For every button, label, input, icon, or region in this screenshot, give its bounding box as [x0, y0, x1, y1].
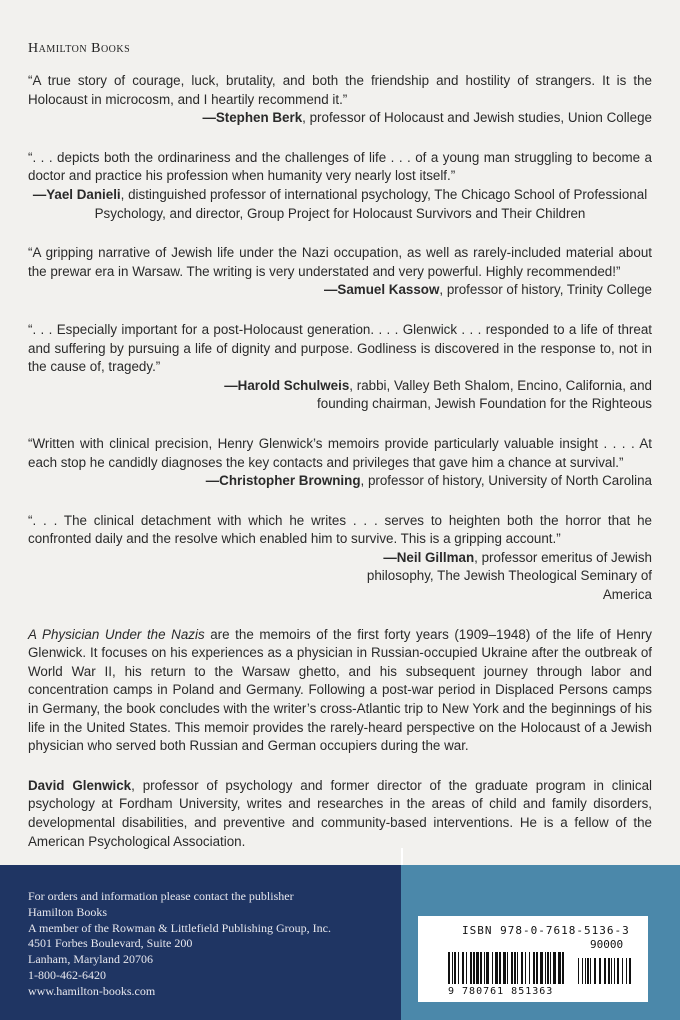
blurb-author-title: , professor of history, Trinity College	[439, 282, 652, 298]
barcode-bar	[495, 952, 498, 984]
contact-panel	[0, 865, 401, 1020]
price-bar	[626, 958, 627, 984]
price-bar	[599, 958, 601, 984]
blurb-attribution	[28, 377, 652, 414]
price-bar	[622, 958, 623, 984]
author-bio-text: , professor of psychology and former director of the graduate program in clinical psychology at Fordham University, writes and researches in the areas of child and family disorders, developmental disabilities, and preventive and community-based interventions. He is a fellow of the American Psychological Association.	[28, 777, 652, 849]
barcode-bar	[545, 952, 546, 984]
barcode-bar	[558, 952, 561, 984]
price-bar	[578, 958, 579, 984]
blurb-quote: “. . . depicts both the ordinariness and the challenges of life . . . of a young man struggling to become a doctor and practice his profession when humanity very nearly lost itself.”	[28, 149, 652, 184]
price-bar	[611, 958, 612, 984]
blurb-attribution	[28, 472, 652, 491]
blurb-author: —Christopher Browning	[205, 473, 361, 489]
author-bio	[28, 777, 652, 851]
blurb-schulweis	[28, 321, 652, 414]
blurb-attribution	[28, 281, 652, 300]
barcode-bar	[448, 952, 450, 984]
barcode-bar	[480, 952, 482, 984]
barcode-bar	[452, 952, 453, 984]
blurb-quote: “A true story of courage, luck, brutality, and both the friendship and hostility of strangers. It is the Holocaust in microcosm, and I heartily recommend it.”	[28, 73, 652, 107]
barcode-bar	[492, 952, 493, 984]
contact-address: 4501 Forbes Boulevard, Suite 200	[28, 936, 193, 951]
barcode	[418, 916, 648, 1002]
barcode-bar	[536, 952, 538, 984]
barcode-bar	[458, 952, 459, 984]
blurb-author: —Neil Gillman	[383, 549, 475, 565]
isbn-text: ISBN 978-0-7618-5136-3	[462, 924, 630, 937]
price-bar	[617, 958, 619, 984]
contact-city: Lanham, Maryland 20706	[28, 952, 153, 967]
blurb-author-title: , professor of Holocaust and Jewish studies, Union College	[302, 110, 652, 126]
blurb-author-title: , distinguished professor of international psychology, The Chicago School of Professional Psychology, and director, Group Project for Holocaust Survivors and Their Children	[94, 186, 648, 221]
contact-phone: 1-800-462-6420	[28, 967, 106, 982]
barcode-bar	[553, 952, 556, 984]
barcode-bar	[514, 952, 516, 984]
barcode-bar	[529, 952, 530, 984]
blurb-quote: “. . . Especially important for a post-Holocaust generation. . . . Glenwick . . . responded to a life of threat and suffering by pursuing a life of dignity and purpose. Godliness is discovered in the response to, not in the cause of, tragedy.”	[28, 321, 652, 375]
price-bar	[594, 958, 596, 984]
price-bar	[629, 958, 631, 984]
publisher-name: Hamilton Books	[28, 41, 131, 56]
description-text: are the memoirs of the first forty years (1909–1948) of the life of Henry Glenwick. It focuses on his experiences as a physician in Russian-occupied Ukraine after the outbreak of World War II, his return to the Warsaw ghetto, and his subsequent journey through labor and concentration camps in Poland and Germany. Following a post-war period in Displaced Persons camps in Germany, the book concludes with the writer’s cross-Atlantic trip to New York and the beginnings of his life in the United States. This memoir provides the rarely-heard perspective on the Holocaust of a Jewish physician who served both Russian and German occupiers during the war.	[28, 626, 652, 754]
barcode-bar	[473, 952, 475, 984]
blurb-author: —Samuel Kassow	[324, 282, 440, 298]
price-bar	[585, 958, 586, 984]
book-description	[28, 626, 652, 756]
back-cover-text	[28, 72, 652, 851]
barcode-bar	[466, 952, 467, 984]
barcode-bar	[511, 952, 513, 984]
price-bar	[590, 958, 591, 984]
blurb-quote: “. . . The clinical detachment with which he writes . . . serves to heighten both the horror that he confronted daily and the resolve which enabled him to survive. This is a gripping account.”	[28, 512, 652, 547]
blurb-browning	[28, 435, 652, 491]
contact-info	[28, 889, 331, 1000]
blurb-attribution	[28, 186, 652, 223]
barcode-bar	[484, 952, 485, 984]
price-bar	[614, 958, 615, 984]
price-bar	[608, 958, 610, 984]
barcode-bar	[470, 952, 472, 984]
contact-line: For orders and information please contact the publisher	[28, 889, 294, 903]
barcode-bar	[499, 952, 501, 984]
blurb-attribution	[28, 109, 652, 128]
blurb-author: —Stephen Berk	[202, 110, 303, 126]
book-title: A Physician Under the Nazis	[28, 626, 205, 642]
barcode-bar	[533, 952, 535, 984]
barcode-bars	[448, 952, 633, 986]
price-bar	[604, 958, 606, 984]
barcode-bar	[486, 952, 489, 984]
contact-line: Hamilton Books	[28, 904, 108, 919]
barcode-bar	[454, 952, 456, 984]
blurb-quote: “Written with clinical precision, Henry Glenwick’s memoirs provide particularly valuable insight . . . . At each stop he candidly diagnoses the key contacts and privileges that gave him a chance at survival.”	[28, 435, 652, 470]
blurb-berk	[28, 72, 652, 128]
ean-digits: 9 780761 851363	[448, 986, 554, 997]
blurb-author-title: , professor of history, University of North Carolina	[360, 473, 652, 489]
blurb-quote: “A gripping narrative of Jewish life under the Nazi occupation, as well as rarely-included material about the prewar era in Warsaw. The writing is very understated and very powerful. Highly recommended!”	[28, 245, 652, 279]
contact-line: A member of the Rowman & Littlefield Publishing Group, Inc.	[28, 920, 331, 935]
barcode-bar	[507, 952, 508, 984]
barcode-bar	[547, 952, 549, 984]
panel-divider	[401, 848, 403, 865]
barcode-bar	[540, 952, 543, 984]
blurb-gillman	[28, 512, 652, 605]
price-bar	[582, 958, 583, 984]
barcode-bar	[462, 952, 464, 984]
barcode-bar	[521, 952, 523, 984]
blurb-danieli	[28, 149, 652, 223]
blurb-author: —Harold Schulweis	[224, 377, 350, 393]
blurb-author-title: , rabbi, Valley Beth Shalom, Encino, California, and founding chairman, Jewish Foundation for the Righteous	[317, 377, 652, 412]
price-code: 90000	[590, 938, 624, 951]
barcode-bar	[517, 952, 518, 984]
barcode-bar	[550, 952, 551, 984]
barcode-bar	[476, 952, 479, 984]
barcode-bar	[525, 952, 526, 984]
contact-website: www.hamilton-books.com	[28, 983, 156, 998]
price-bar	[587, 958, 589, 984]
barcode-bar	[562, 952, 564, 984]
blurb-attribution	[28, 549, 652, 605]
author-name: David Glenwick	[28, 777, 132, 793]
barcode-bar	[503, 952, 506, 984]
blurb-author-title: , professor emeritus of Jewish philosophy, The Jewish Theological Seminary of America	[366, 549, 652, 603]
blurb-kassow	[28, 244, 652, 300]
blurb-author: —Yael Danieli	[32, 186, 121, 202]
